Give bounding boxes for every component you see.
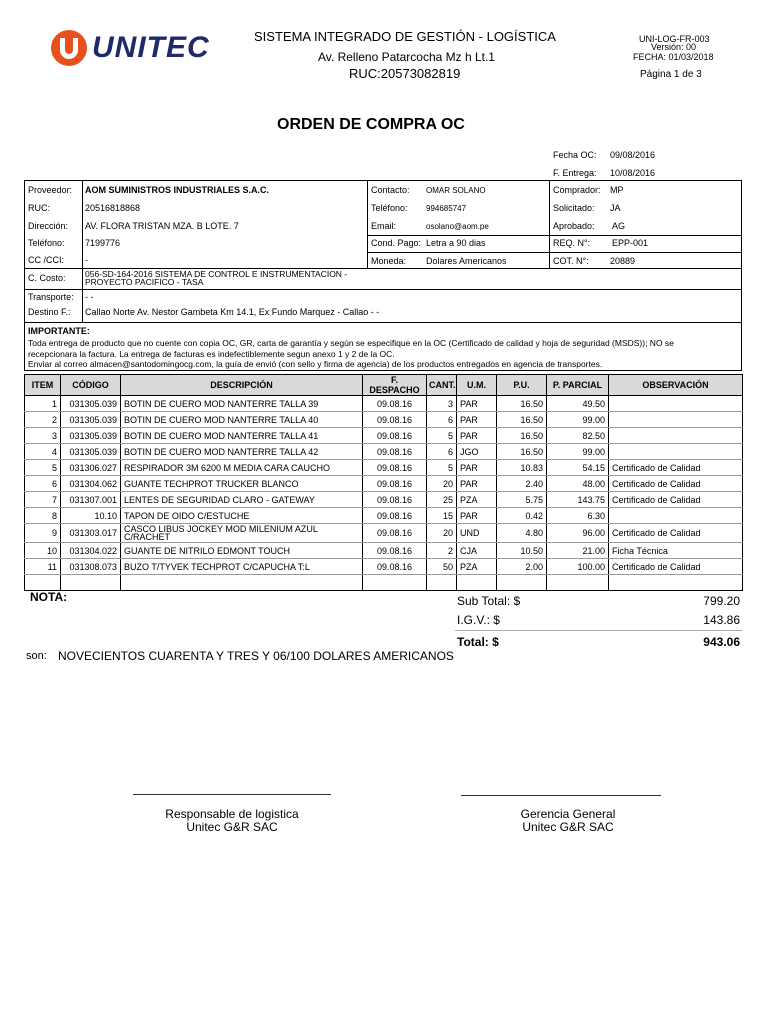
signature-right-role: Gerencia General [520,807,616,821]
subtotal-value: 799.20 [703,594,740,608]
page-number: Página 1 de 3 [640,69,702,80]
row-pu: 16.50 [497,396,547,412]
table-row [25,524,743,543]
table-row [25,543,743,559]
pago-label: Cond. Pago: [371,238,422,248]
row-fecha: 09.08.16 [363,492,427,508]
row-parcial: 143.75 [547,492,609,508]
row-parcial: 49.50 [547,396,609,412]
row-codigo: 031307.001 [61,492,121,508]
col-parcial: P. PARCIAL [547,375,609,396]
table-row [25,460,743,476]
table-row [25,396,743,412]
items-table [24,374,743,591]
row-item: 9 [25,524,61,543]
pago-value: Letra a 90 dias [426,238,486,248]
doc-code: UNI-LOG-FR-003 [639,34,710,44]
row-pu: 5.75 [497,492,547,508]
row-codigo: 031305.039 [61,412,121,428]
row-item: 10 [25,543,61,559]
row-item: 3 [25,428,61,444]
row-desc: BOTIN DE CUERO MOD NANTERRE TALLA 41 [121,428,363,444]
ruc-label: RUC: [28,203,50,213]
col-um: U.M. [457,375,497,396]
destino-value: Callao Norte Av. Nestor Gambeta Km 14.1, Ex Fundo Marquez - Callao - - [85,307,380,317]
row-obs: Certificado de Calidad [609,492,743,508]
company-logo [50,28,210,68]
row-cant: 5 [427,460,457,476]
destino-label: Destino F.: [28,307,71,317]
row-fecha: 09.08.16 [363,543,427,559]
row-parcial: 100.00 [547,559,609,575]
row-item: 2 [25,412,61,428]
row-parcial: 21.00 [547,543,609,559]
importante-label: IMPORTANTE: [28,326,90,336]
moneda-value: Dolares Americanos [426,256,507,266]
row-codigo: 031308.073 [61,559,121,575]
contact-telefono-value: 994685747 [426,204,467,213]
row-parcial: 54.15 [547,460,609,476]
row-parcial: 6.30 [547,508,609,524]
transporte-label: Transporte: [28,292,74,302]
entrega-label: F. Entrega: [553,168,597,178]
telefono-label: Teléfono: [28,238,65,248]
row-um: UND [457,524,497,543]
fecha-oc-label: Fecha OC: [553,150,597,160]
row-um: PAR [457,508,497,524]
signature-line-left [133,794,331,795]
row-desc: GUANTE DE NITRILO EDMONT TOUCH [121,543,363,559]
solicitado-label: Solicitado: [553,203,595,213]
system-title: SISTEMA INTEGRADO DE GESTIÓN - LOGÍSTICA [254,29,556,44]
row-parcial: 82.50 [547,428,609,444]
col-pu: P.U. [497,375,547,396]
table-row [25,559,743,575]
row-codigo: 031305.039 [61,444,121,460]
row-um: PZA [457,559,497,575]
brand-wordmark: UNITEC [92,31,210,64]
ruc-value: 20516818868 [85,203,141,213]
row-fecha: 09.08.16 [363,559,427,575]
row-um: PZA [457,492,497,508]
igv-value: 143.86 [703,613,740,627]
row-item: 6 [25,476,61,492]
row-pu: 16.50 [497,444,547,460]
row-fecha: 09.08.16 [363,428,427,444]
signature-right-company: Unitec G&R SAC [522,820,614,834]
contact-telefono-label: Teléfono: [371,203,408,213]
row-obs [609,444,743,460]
row-desc: BUZO T/TYVEK TECHPROT C/CAPUCHA T:L [121,559,363,575]
row-pu: 2.00 [497,559,547,575]
row-obs: Certificado de Calidad [609,524,743,543]
email-value: osolano@aom.pe [426,222,489,231]
proveedor-value: AOM SUMINISTROS INDUSTRIALES S.A.C. [85,185,270,195]
total-value: 943.06 [703,635,740,649]
table-row [25,492,743,508]
col-cant: CANT. [427,375,457,396]
row-codigo: 031305.039 [61,428,121,444]
row-obs: Certificado de Calidad [609,559,743,575]
total-label: Total: $ [457,635,499,649]
table-row [25,428,743,444]
proveedor-label: Proveedor: [28,185,73,195]
doc-date: FECHA: 01/03/2018 [633,52,714,62]
row-pu: 16.50 [497,412,547,428]
row-parcial: 99.00 [547,444,609,460]
row-pu: 0.42 [497,508,547,524]
col-observacion: OBSERVACIÓN [609,375,743,396]
row-item: 8 [25,508,61,524]
row-desc: BOTIN DE CUERO MOD NANTERRE TALLA 39 [121,396,363,412]
row-codigo: 10.10 [61,508,121,524]
row-um: PAR [457,460,497,476]
fecha-oc-value: 09/08/2016 [610,150,656,160]
row-obs [609,508,743,524]
row-cant: 2 [427,543,457,559]
col-codigo: CÓDIGO [61,375,121,396]
row-um: JGO [457,444,497,460]
table-header-row [25,375,743,396]
row-obs [609,396,743,412]
aprobado-value: AG [612,221,626,231]
son-value: NOVECIENTOS CUARENTA Y TRES Y 06/100 DOLARES AMERICANOS [58,649,454,663]
row-obs: Ficha Técnica [609,543,743,559]
page-title: ORDEN DE COMPRA OC [277,116,465,133]
row-codigo: 031304.022 [61,543,121,559]
row-pu: 2.40 [497,476,547,492]
row-pu: 10.50 [497,543,547,559]
row-fecha: 09.08.16 [363,524,427,543]
col-descripcion: DESCRIPCIÓN [121,375,363,396]
moneda-label: Moneda: [371,256,407,266]
signature-left-role: Responsable de logistica [165,807,299,821]
nota-label: NOTA: [30,590,68,604]
row-cant: 5 [427,428,457,444]
igv-label: I.G.V.: $ [457,613,500,627]
row-desc: BOTIN DE CUERO MOD NANTERRE TALLA 40 [121,412,363,428]
costo-label: C. Costo: [28,273,66,283]
table-row [25,444,743,460]
row-desc: TAPON DE OIDO C/ESTUCHE [121,508,363,524]
row-cant: 50 [427,559,457,575]
row-parcial: 96.00 [547,524,609,543]
row-cant: 20 [427,524,457,543]
doc-version: Versión: 00 [651,42,697,52]
row-um: PAR [457,412,497,428]
row-item: 4 [25,444,61,460]
costo-value: 056-SD-164-2016 SISTEMA DE CONTROL E INSTRUMENTACION - PROYECTO PACIFICO - TASA [85,269,348,287]
row-obs [609,412,743,428]
row-item: 7 [25,492,61,508]
row-item: 11 [25,559,61,575]
signature-line-right [461,795,661,796]
row-pu: 4.80 [497,524,547,543]
cot-label: COT. N°: [553,256,589,266]
row-cant: 25 [427,492,457,508]
comprador-label: Comprador: [553,185,601,195]
solicitado-value: JA [610,203,621,213]
table-row [25,476,743,492]
row-obs: Certificado de Calidad [609,460,743,476]
row-desc: RESPIRADOR 3M 6200 M MEDIA CARA CAUCHO [121,460,363,476]
row-obs [609,428,743,444]
row-cant: 15 [427,508,457,524]
row-cant: 3 [427,396,457,412]
row-codigo: 031306.027 [61,460,121,476]
row-parcial: 99.00 [547,412,609,428]
row-codigo: 031303.017 [61,524,121,543]
row-cant: 6 [427,412,457,428]
row-um: PAR [457,476,497,492]
col-despacho: F. DESPACHO [363,375,427,396]
row-fecha: 09.08.16 [363,444,427,460]
signature-left-company: Unitec G&R SAC [186,820,278,834]
table-row [25,508,743,524]
row-cant: 20 [427,476,457,492]
row-fecha: 09.08.16 [363,412,427,428]
row-pu: 10.83 [497,460,547,476]
contacto-value: OMAR SOLANO [426,186,486,195]
row-fecha: 09.08.16 [363,508,427,524]
table-filler-row [25,575,743,591]
row-desc: GUANTE TECHPROT TRUCKER BLANCO [121,476,363,492]
entrega-value: 10/08/2016 [610,168,656,178]
cc-label: CC /CCI: [28,255,64,265]
importante-line2: recepcionara la factura. La entrega de facturas es indefectiblemente segun anexo 1 y 2 de la OC. [28,349,395,359]
row-cant: 6 [427,444,457,460]
comprador-value: MP [610,185,624,195]
direccion-label: Dirección: [28,221,69,231]
row-parcial: 48.00 [547,476,609,492]
row-pu: 16.50 [497,428,547,444]
importante-line1: Toda entrega de producto que no cuente con copia OC, GR, carta de garantía y según se especifique en la OC (Certificado de calidad y hoja de seguridad (MSDS)); NO se [28,338,674,348]
row-fecha: 09.08.16 [363,460,427,476]
row-desc: BOTIN DE CUERO MOD NANTERRE TALLA 42 [121,444,363,460]
row-um: PAR [457,428,497,444]
table-row [25,412,743,428]
direccion-value: AV. FLORA TRISTAN MZA. B LOTE. 7 [85,221,239,231]
email-label: Email: [371,221,397,231]
col-item: ITEM [25,375,61,396]
row-um: PAR [457,396,497,412]
row-item: 5 [25,460,61,476]
importante-line3: Enviar al correo almacen@santodomingocg.com, la guía de envió (con sello y firma de agencia) de los productos entregados en agencia de transportes. [28,359,603,369]
req-label: REQ. N°: [553,238,591,248]
row-fecha: 09.08.16 [363,396,427,412]
row-codigo: 031304.062 [61,476,121,492]
row-fecha: 09.08.16 [363,476,427,492]
row-desc: CASCO LIBUS JOCKEY MOD MILENIUM AZUL C/RACHET [121,524,363,543]
company-address: Av. Relleno Patarcocha Mz h Lt.1 [318,50,495,64]
telefono-value: 7199776 [85,238,121,248]
company-ruc: RUC:20573082819 [349,66,461,81]
cot-value: 20889 [610,256,636,266]
contacto-label: Contacto: [371,185,410,195]
cc-value: - [85,255,88,265]
row-obs: Certificado de Calidad [609,476,743,492]
row-item: 1 [25,396,61,412]
row-desc: LENTES DE SEGURIDAD CLARO - GATEWAY [121,492,363,508]
row-codigo: 031305.039 [61,396,121,412]
row-um: CJA [457,543,497,559]
transporte-value: - - [85,292,94,302]
aprobado-label: Aprobado: [553,221,595,231]
req-value: EPP-001 [612,238,649,248]
son-label: son: [26,650,47,662]
subtotal-label: Sub Total: $ [457,594,521,608]
